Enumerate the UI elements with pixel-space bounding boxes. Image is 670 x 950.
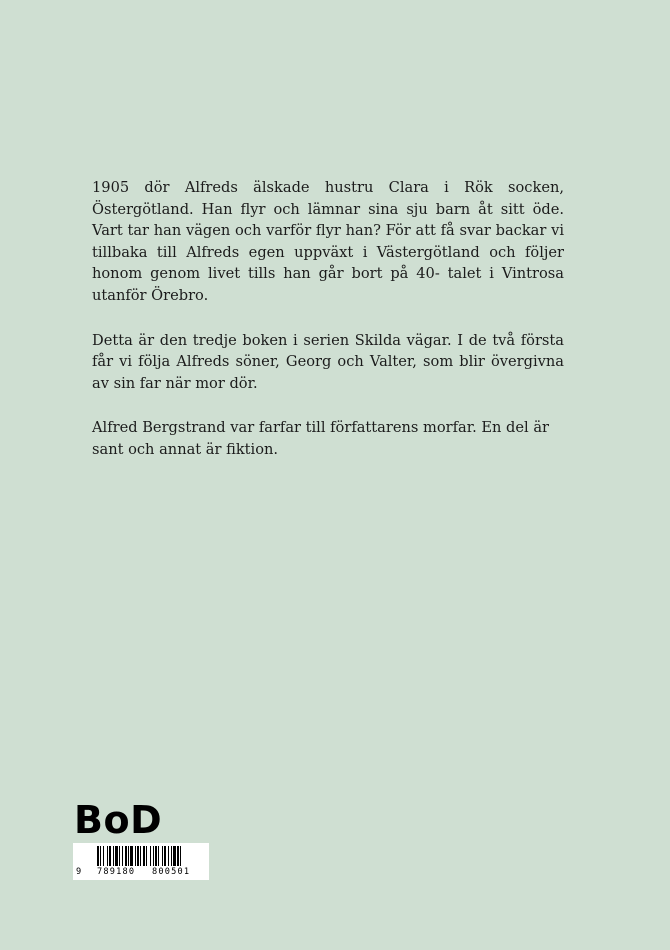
barcode-bar (158, 846, 159, 866)
barcode-bar (171, 846, 172, 866)
barcode-bar (113, 846, 114, 866)
barcode-bar (125, 846, 127, 866)
barcode-bar (135, 846, 136, 866)
barcode-bar (177, 846, 179, 866)
barcode-bar (140, 846, 141, 866)
blurb-paragraph-1: 1905 dör Alfreds älskade hustru Clara i Rök socken, Östergötland. Han flyr och lämnar sina sju barn åt sitt öde. Vart tar han vägen och varför flyr han? För att få svar backar vi tillbaka till Alfreds egen uppväxt i Västergötland och följer honom genom livet tills han går bort på 40- talet i Vintrosa utanför Örebro. (92, 179, 564, 304)
barcode-bar (97, 846, 99, 866)
barcode-bar (146, 846, 147, 866)
barcode-bar (103, 846, 104, 866)
isbn-barcode (73, 843, 209, 880)
back-cover-blurb (92, 177, 564, 484)
barcode-digits (76, 867, 208, 878)
barcode-bar (122, 846, 123, 866)
barcode-bar (109, 846, 111, 866)
barcode-bar (137, 846, 139, 866)
barcode-bars (97, 846, 207, 866)
barcode-bar (107, 846, 108, 866)
barcode-bar (100, 846, 101, 866)
barcode-right-group: 800501 (152, 867, 191, 877)
barcode-bar (180, 846, 181, 866)
barcode-bar (150, 846, 151, 866)
barcode-bar (155, 846, 157, 866)
blurb-paragraph-2: Detta är den tredje boken i serien Skilda vägar. I de två första får vi följa Alfreds söner, Georg och Valter, som blir övergivna av sin far när mor dör. (92, 331, 564, 392)
barcode-bar (164, 846, 166, 866)
barcode-bar (130, 846, 133, 866)
blurb-paragraph-3: Alfred Bergstrand var farfar till författarens morfar. En del är sant och annat är fiktion. (92, 419, 549, 458)
barcode-bar (162, 846, 163, 866)
barcode-bar (119, 846, 120, 866)
barcode-bar (168, 846, 169, 866)
barcode-first-digit: 9 (76, 867, 82, 877)
barcode-bar (143, 846, 145, 866)
barcode-left-group: 789180 (97, 867, 136, 877)
publisher-logo: BoD (74, 798, 163, 842)
barcode-bar (115, 846, 118, 866)
barcode-bar (128, 846, 129, 866)
barcode-bar (153, 846, 154, 866)
barcode-bar (173, 846, 176, 866)
